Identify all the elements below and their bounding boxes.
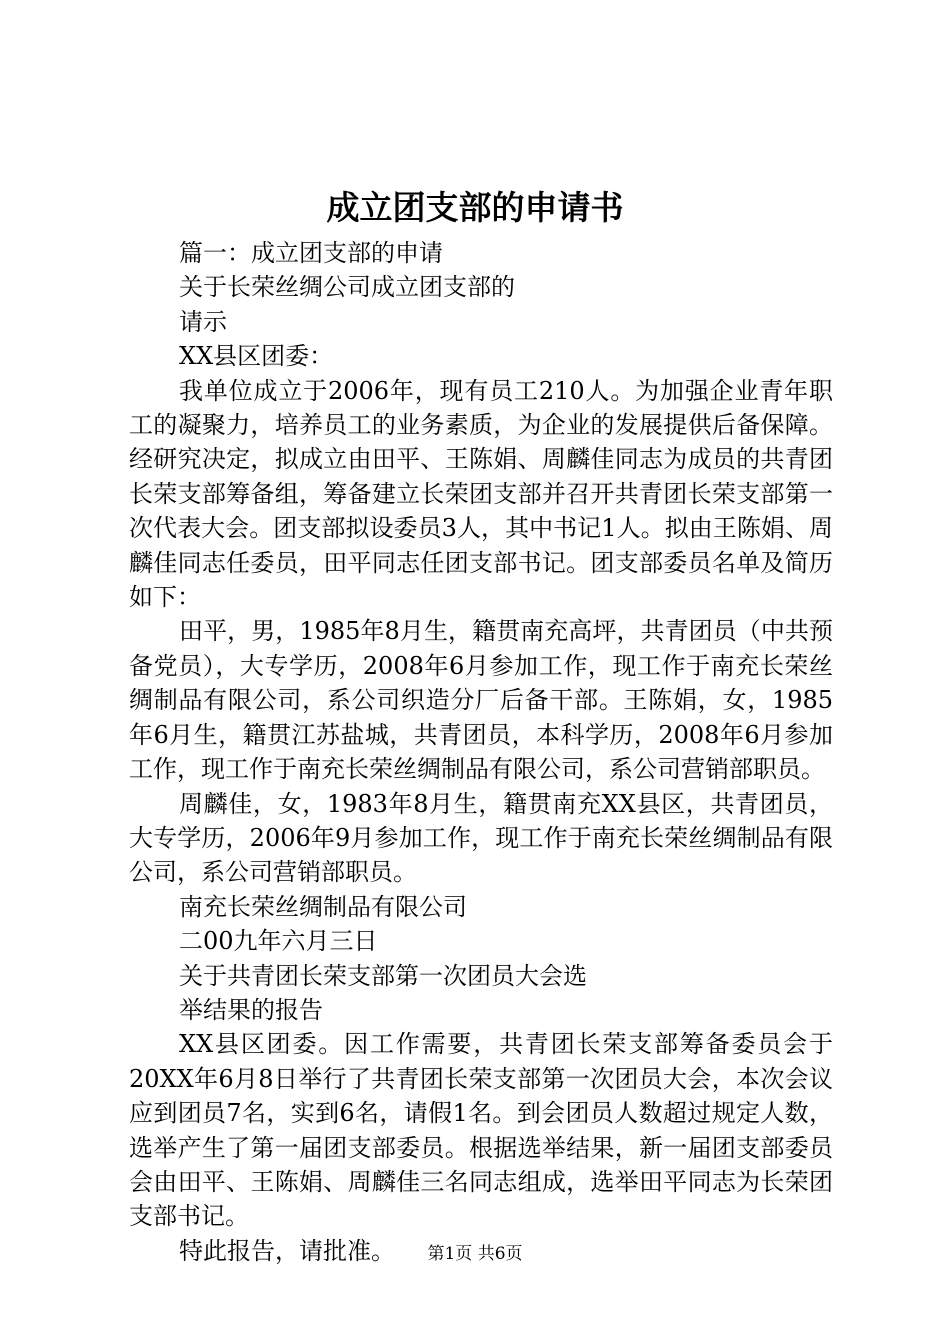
body-paragraph-profiles: 田平，男，1985年8月生，籍贯南充高坪，共青团员（中共预备党员），大专学历，2008年6月参加工作，现工作于南充长荣丝绸制品有限公司，系公司织造分厂后备干部。王陈娟，女，1985年6月生，籍贯江苏盐城，共青团员，本科学历，2008年6月参加工作，现工作于南充长荣丝绸制品有限公司，系公司营销部职员。: [129, 617, 833, 784]
section-heading: 篇一：成立团支部的申请: [179, 239, 443, 267]
closing-line: 特此报告，请批准。: [179, 1236, 395, 1265]
request-title-line-1: 关于长荣丝绸公司成立团支部的: [179, 273, 515, 302]
body-paragraph-report: XX县区团委。因工作需要，共青团长荣支部筹备委员会于20XX年6月8日举行了共青团长荣支部第一次团员大会，本次会议应到团员7名，实到6名，请假1名。到会团员人数超过规定人数，选举产生了第一届团支部委员。根据选举结果，新一届团支部委员会由田平、王陈娟、周麟佳三名同志组成，选举田平同志为长荣团支部书记。: [129, 1030, 833, 1231]
body-paragraph-profile-zhou: 周麟佳，女，1983年8月生，籍贯南充XX县区，共青团员，大专学历，2006年9月参加工作，现工作于南充长荣丝绸制品有限公司，系公司营销部职员。: [129, 789, 833, 887]
signature-company: 南充长荣丝绸制品有限公司: [179, 892, 467, 921]
document-title: 成立团支部的申请书: [326, 188, 624, 227]
body-paragraph-intro: 我单位成立于2006年，现有员工210人。为加强企业青年职工的凝聚力，培养员工的业务素质，为企业的发展提供后备保障。经研究决定，拟成立由田平、王陈娟、周麟佳同志为成员的共青团长荣支部筹备组，筹备建立长荣团支部并召开共青团长荣支部第一次代表大会。团支部拟设委员3人，其中书记1人。拟由王陈娟、周麟佳同志任委员，田平同志任团支部书记。团支部委员名单及简历如下：: [129, 376, 833, 612]
signature-date: 二00九年六月三日: [179, 927, 378, 956]
page-footer: 第1页 共6页: [427, 1244, 523, 1264]
report-title-line-1: 关于共青团长荣支部第一次团员大会选: [179, 961, 587, 990]
addressee: XX县区团委：: [179, 342, 334, 371]
request-title-line-2: 请示: [179, 307, 227, 336]
report-title-line-2: 举结果的报告: [179, 995, 323, 1024]
document-body: [129, 236, 833, 1268]
